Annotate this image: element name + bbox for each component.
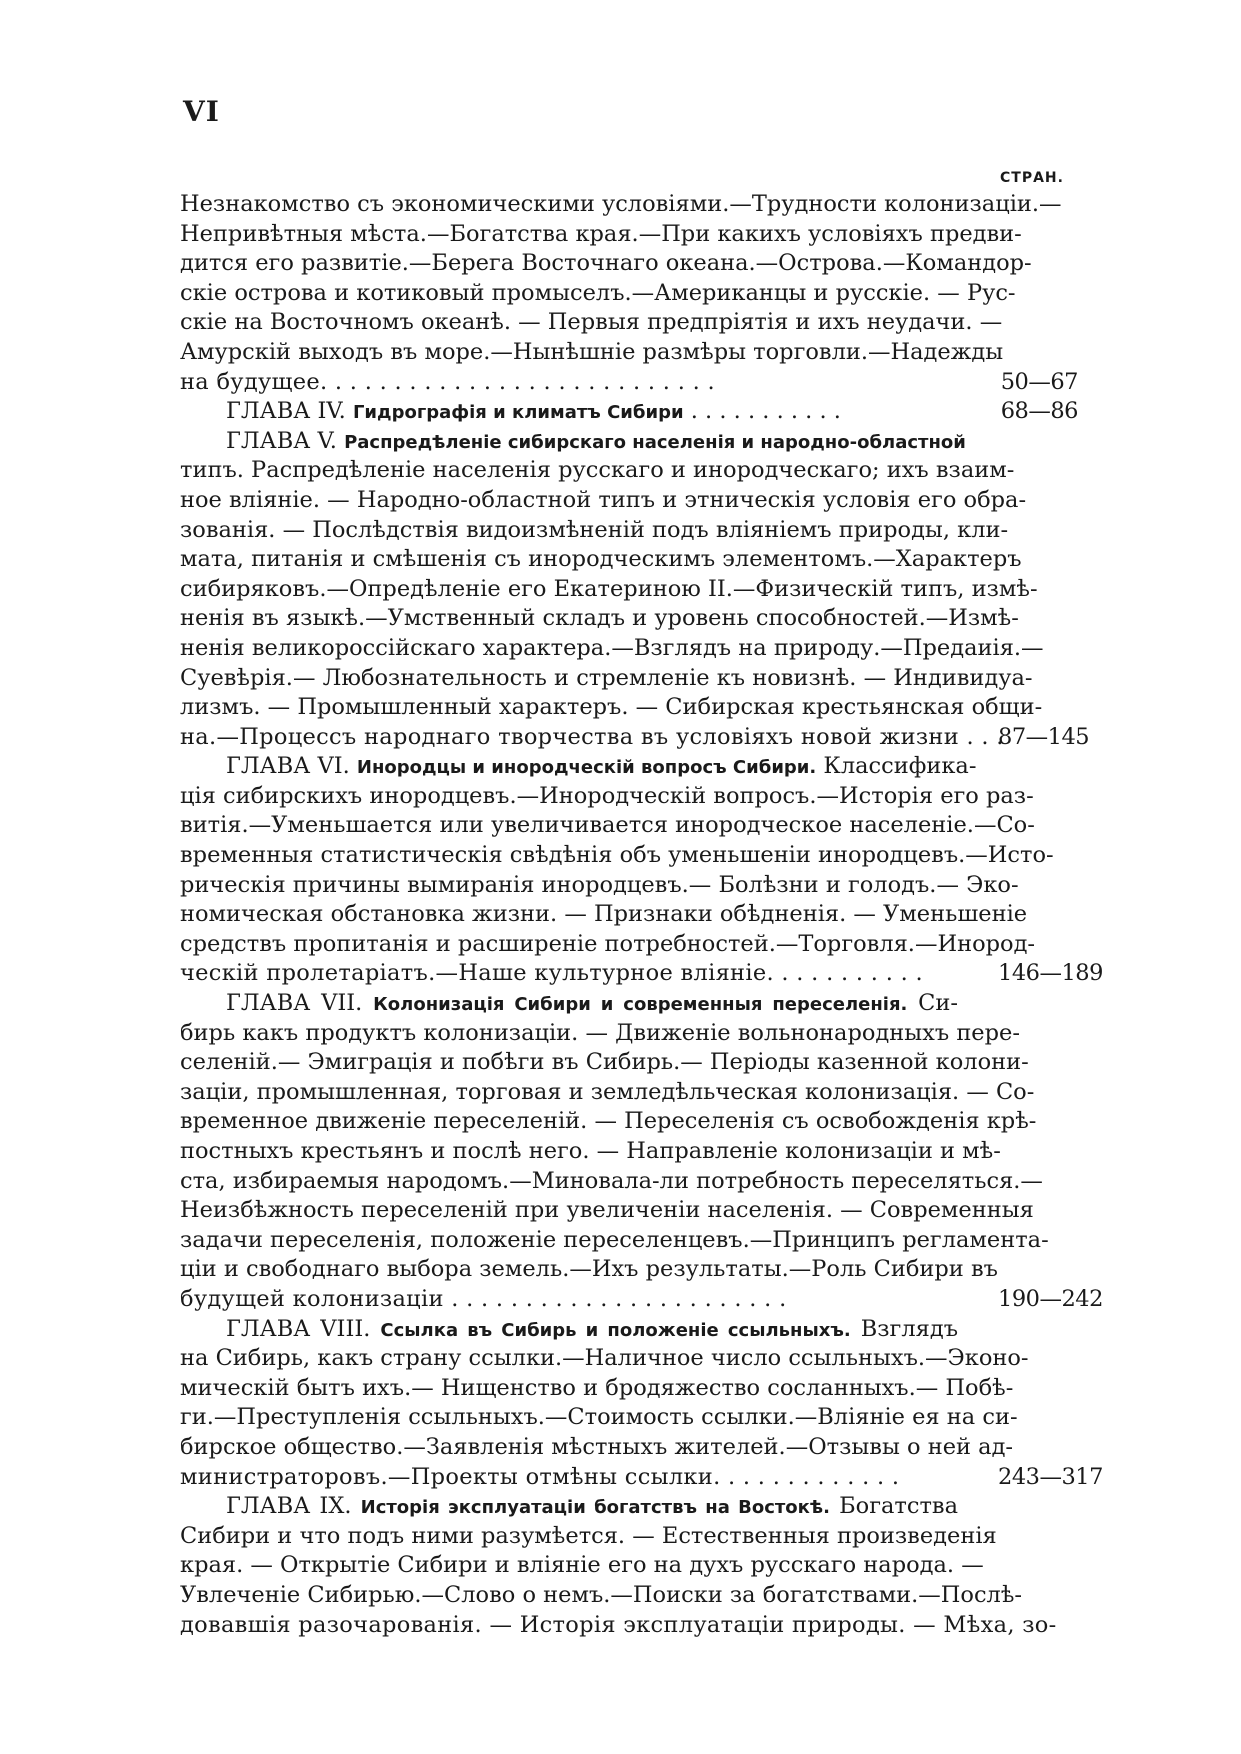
toc-chapter-heading-line — [180, 989, 1060, 1019]
chapter-number: ГЛАВА VIII. — [226, 1315, 381, 1342]
toc-line — [180, 1107, 1060, 1137]
toc-line-text — [180, 1315, 958, 1346]
toc-line-text: скіе острова и котиковый промыселъ.—Американцы и русскіе. — Рус- — [180, 279, 1016, 306]
toc-line-text: заціи, промышленная, торговая и земледѣльческая колонизація. — Со- — [180, 1078, 1035, 1105]
toc-line-text: будущей колонизаціи . . . . . . . . . . . . . . . . . . . . . . . — [180, 1285, 787, 1312]
toc-line-text: типъ. Распредѣленіе населенія русскаго и инородческаго; ихъ взаим- — [180, 457, 1015, 484]
page-range: 243—317 — [998, 1463, 1103, 1490]
toc-line — [180, 1374, 1060, 1404]
toc-line-text: скіе на Восточномъ океанѣ. — Первыя предпріятія и ихъ неудачи. — — [180, 309, 1003, 336]
toc-line — [180, 1019, 1060, 1049]
toc-line — [180, 1344, 1060, 1374]
toc-line-text — [180, 989, 958, 1020]
toc-line-text: временное движеніе переселеній. — Переселенія съ освобожденія крѣ- — [180, 1108, 1037, 1135]
toc-line-text: бирское общество.—Заявленія мѣстныхъ жителей.—Отзывы о ней ад- — [180, 1433, 1014, 1460]
toc-line-text: Неизбѣжность переселеній при увеличеніи населенія. — Современныя — [180, 1197, 1034, 1224]
toc-line — [180, 1167, 1060, 1197]
toc-line — [180, 1463, 1103, 1493]
chapter-lead: Си- — [907, 990, 958, 1017]
page-range: 50—67 — [1000, 368, 1078, 395]
toc-line-text: ги.—Преступленія ссыльныхъ.—Стоимость ссылки.—Вліяніе ея на си- — [180, 1404, 1018, 1431]
toc-line — [180, 723, 1090, 753]
toc-line — [180, 368, 1078, 398]
toc-line — [180, 516, 1060, 546]
page-range: 190—242 — [998, 1285, 1103, 1312]
toc-line-text: средствъ пропитанія и расширеніе потребностей.—Торговля.—Инород- — [180, 930, 1036, 957]
chapter-title: Инородцы и инородческій вопросъ Сибири. — [356, 757, 817, 779]
toc-line-text: Незнакомство съ экономическими условіями.—Трудности колонизаціи.— — [180, 191, 1062, 217]
toc-line — [180, 1255, 1060, 1285]
toc-line — [180, 545, 1060, 575]
toc-line — [180, 220, 1060, 250]
toc-line-text: рическія причины вымиранія инородцевъ.— Болѣзни и голодъ.— Эко- — [180, 871, 1019, 898]
toc-line-text: ное вліяніе. — Народно-областной типъ и этническія условія его обра- — [180, 486, 1027, 513]
toc-line — [180, 900, 1060, 930]
toc-line-text: селеній.— Эмиграція и побѣги въ Сибирь.— Періоды казенной колони- — [180, 1049, 1029, 1076]
toc-line-text: края. — Открытіе Сибири и вліяніе его на духъ русскаго народа. — — [180, 1552, 984, 1579]
pages-column-header: СТРАН. — [1000, 170, 1064, 186]
toc-chapter-heading-line — [180, 1315, 1060, 1345]
chapter-number: ГЛАВА VII. — [226, 990, 374, 1017]
toc-line-text: витія.—Уменьшается или увеличивается инородческое населеніе.—Со- — [180, 812, 1035, 839]
toc-line-text: ческій пролетаріатъ.—Наше культурное вліяніе. . . . . . . . . . . — [180, 960, 923, 987]
toc-line — [180, 1137, 1060, 1167]
toc-line-text: на будущее. . . . . . . . . . . . . . . . . . . . . . . . . . . — [180, 368, 715, 395]
toc-line — [180, 1226, 1060, 1256]
chapter-title: Колонизація Сибири и современныя переселенія. — [373, 994, 908, 1016]
toc-line-text: Увлеченіе Сибирью.—Слово о немъ.—Поиски за богатствами.—Послѣ- — [180, 1581, 1023, 1608]
table-of-contents — [180, 190, 1103, 1640]
leader-dots: . . . . . . . . . . . — [683, 398, 841, 425]
chapter-number: ГЛАВА IV. — [226, 398, 353, 425]
toc-line — [180, 1611, 1060, 1641]
toc-line-text: бирь какъ продуктъ колонизаціи. — Движеніе вольнонародныхъ пере- — [180, 1019, 1020, 1046]
toc-line — [180, 604, 1060, 634]
page-range: 87—145 — [998, 723, 1090, 750]
chapter-number: ГЛАВА V. — [226, 427, 345, 454]
toc-line-text: номическая обстановка жизни. — Признаки обѣдненія. — Уменьшеніе — [180, 901, 1028, 928]
chapter-number: ГЛАВА VI. — [226, 753, 357, 780]
toc-line — [180, 871, 1060, 901]
toc-line-text: ста, избираемыя народомъ.—Миновала-ли потребность переселяться.— — [180, 1167, 1043, 1194]
toc-line-text: ненія великороссійскаго характера.—Взглядъ на природу.—Предаиія.— — [180, 634, 1044, 661]
toc-line-text — [180, 1492, 958, 1523]
toc-line-text: на Сибирь, какъ страну ссылки.—Наличное число ссыльныхъ.—Эконо- — [180, 1345, 1029, 1372]
toc-line — [180, 1403, 1060, 1433]
toc-line-text: постныхъ крестьянъ и послѣ него. — Направленіе колонизаціи и мѣ- — [180, 1138, 1001, 1164]
toc-line-text: Непривѣтныя мѣста.—Богатства края.—При какихъ условіяхъ предви- — [180, 220, 1022, 247]
toc-line — [180, 249, 1060, 279]
toc-line-text: ція сибирскихъ инородцевъ.—Инородческій вопросъ.—Исторія его раз- — [180, 782, 1034, 809]
toc-line — [180, 575, 1060, 605]
toc-line-text: ненія въ языкѣ.—Умственный складъ и уровень способностей.—Измѣ- — [180, 605, 1019, 632]
toc-line-text: министраторовъ.—Проекты отмѣны ссылки. . . . . . . . . . . . . — [180, 1463, 900, 1490]
toc-line — [180, 1433, 1060, 1463]
chapter-number: ГЛАВА IX. — [226, 1493, 361, 1520]
page-range: 68—86 — [1000, 398, 1078, 425]
page-range: 146—189 — [998, 960, 1103, 987]
toc-line-text — [180, 397, 958, 428]
toc-line — [180, 1285, 1103, 1315]
toc-chapter-heading-line — [180, 397, 1078, 427]
toc-line — [180, 782, 1060, 812]
toc-line-text: зованія. — Послѣдствія видоизмѣненій подъ вліяніемъ природы, кли- — [180, 516, 1009, 543]
toc-line — [180, 1522, 1060, 1552]
toc-line — [180, 1196, 1060, 1226]
toc-line — [180, 664, 1060, 694]
chapter-title: Распредѣленіе сибирскаго населенія и народно-областной — [344, 431, 966, 453]
toc-line — [180, 930, 1060, 960]
toc-line — [180, 634, 1060, 664]
toc-chapter-heading-line — [180, 1492, 1060, 1522]
toc-line — [180, 693, 1060, 723]
toc-line — [180, 338, 1060, 368]
toc-line-text: Сибири и что подъ ними разумѣется. — Естественныя произведенія — [180, 1522, 997, 1549]
toc-line-text: на.—Процессъ народнаго творчества въ условіяхъ новой жизни . . . — [180, 723, 1004, 750]
toc-line-text: Амурскій выходъ въ море.—Нынѣшніе размѣры торговли.—Надежды — [180, 338, 1004, 365]
toc-line — [180, 841, 1060, 871]
toc-line-text: дится его развитіе.—Берега Восточнаго океана.—Острова.—Командор- — [180, 250, 1032, 277]
chapter-lead: Богатства — [829, 1493, 958, 1520]
toc-line — [180, 1078, 1060, 1108]
chapter-lead: Взглядъ — [850, 1315, 959, 1342]
page-number: VI — [183, 95, 220, 128]
toc-line — [180, 456, 1060, 486]
toc-line-text: мическій бытъ ихъ.— Нищенство и бродяжество сосланныхъ.— Побѣ- — [180, 1374, 1014, 1401]
toc-line-text: ціи и свободнаго выбора земель.—Ихъ результаты.—Роль Сибири въ — [180, 1256, 998, 1283]
chapter-title: Исторія эксплуатаціи богатствъ на Востокѣ. — [360, 1497, 830, 1519]
chapter-title: Гидрографія и климатъ Сибири — [352, 402, 684, 424]
toc-line-text: мата, питанія и смѣшенія съ инородческимъ элементомъ.—Характеръ — [180, 546, 1022, 573]
chapter-lead: Классифика- — [816, 753, 977, 780]
toc-line-text: Суевѣрія.— Любознательность и стремленіе къ новизнѣ. — Индивидуа- — [180, 664, 1033, 691]
toc-chapter-heading-line — [180, 427, 1060, 457]
toc-line — [180, 959, 1103, 989]
toc-line-text: лизмъ. — Промышленный характеръ. — Сибирская крестьянская общи- — [180, 694, 1043, 721]
toc-chapter-heading-line — [180, 752, 1060, 782]
toc-line-text: задачи переселенія, положеніе переселенцевъ.—Принципъ регламента- — [180, 1226, 1049, 1253]
toc-line — [180, 190, 1060, 220]
toc-line-text — [180, 427, 966, 458]
toc-line — [180, 308, 1060, 338]
toc-line — [180, 1048, 1060, 1078]
toc-line-text: сибиряковъ.—Опредѣленіе его Екатериною II.—Физическій типъ, измѣ- — [180, 575, 1038, 602]
toc-line — [180, 279, 1060, 309]
toc-line — [180, 486, 1060, 516]
toc-line-text: временныя статистическія свѣдѣнія объ уменьшеніи инородцевъ.—Исто- — [180, 842, 1054, 869]
toc-line — [180, 1581, 1060, 1611]
toc-line — [180, 811, 1060, 841]
chapter-title: Ссылка въ Сибирь и положеніе ссыльныхъ. — [380, 1319, 851, 1341]
toc-line-text: довавшія разочарованія. — Исторія эксплуатаціи природы. — Мѣха, зо- — [180, 1611, 1057, 1638]
toc-line-text — [180, 752, 977, 783]
toc-line — [180, 1551, 1060, 1581]
